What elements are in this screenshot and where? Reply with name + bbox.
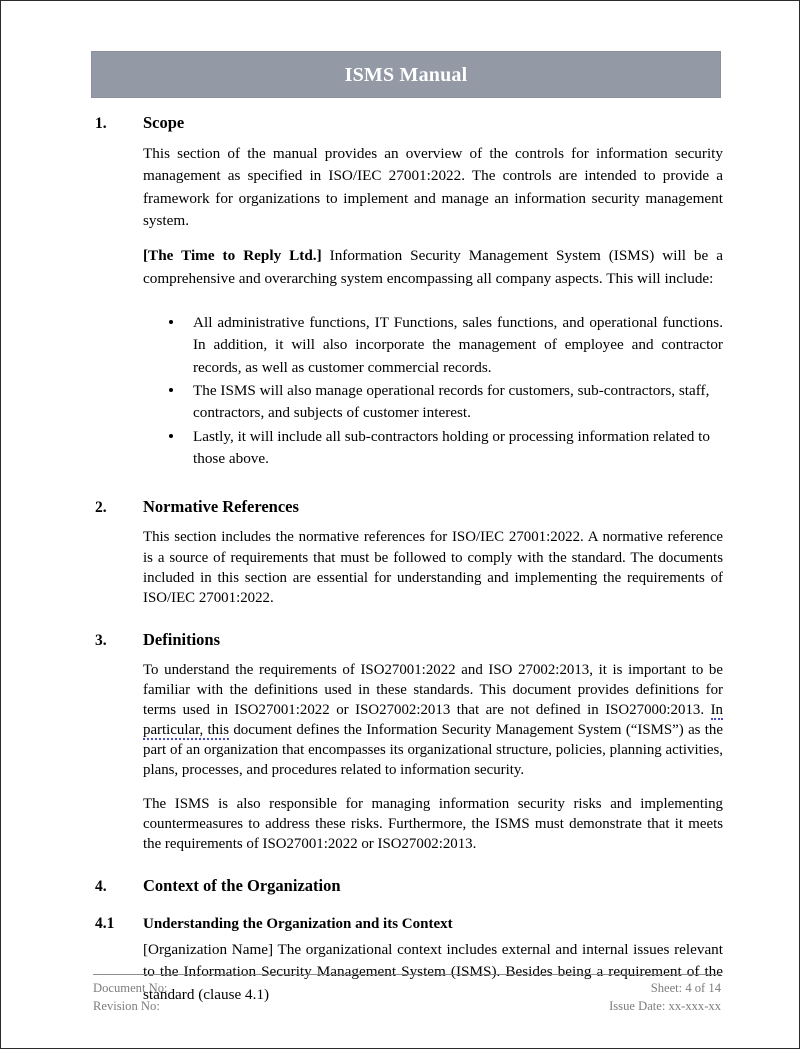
company-name-bold: [The Time to Reply Ltd.] <box>143 247 322 265</box>
bullet-dot-icon <box>169 388 173 392</box>
bullet-dot-icon <box>169 434 173 438</box>
footer-row-top <box>93 980 721 998</box>
list-item <box>169 380 723 425</box>
paragraph-definitions-1-before: To understand the requirements of ISO27001:2022 and ISO 27002:2013, it is important to be familiar with the definitions used in these standards. This document provides definitions for terms used in ISO27001:2022 or ISO27002:2013 that are not defined in ISO27000:2013. <box>143 661 723 719</box>
section-number: 4. <box>95 877 107 895</box>
paragraph-understanding-the-organization: [Organization Name] The organizational context includes external and internal issues relevant to the Information Security Management System (ISMS). Besides being a requirement of the standard (clause 4.1) <box>143 940 723 1003</box>
footer-row-bottom <box>93 998 721 1016</box>
footer-sheet-number: Sheet: 4 of 14 <box>650 981 721 996</box>
section-heading-scope <box>91 113 723 133</box>
section-title: Definitions <box>143 629 221 649</box>
list-item <box>169 426 723 471</box>
list-item <box>169 312 723 379</box>
paragraph-scope-intro: This section of the manual provides an overview of the controls for information security management as specified in ISO/IEC 27001:2022. The controls are intended to provide a framework for organizations to implement and manage an information security management system. <box>143 145 723 230</box>
section-number: 3. <box>95 631 107 649</box>
section-heading-context-of-the-organization <box>91 876 723 896</box>
paragraph-definitions-1-after: document defines the Information Security Management System (“ISMS”) as the part of an organization that encompasses its organizational structure, policies, planning activities, plans, processes, and procedures related to information security. <box>143 722 723 779</box>
paragraph-normative-references: This section includes the normative references for ISO/IEC 27001:2022. A normative reference is a source of requirements that must be followed to comply with the standard. The documents included in this section are essential for understanding and implementing the requirements of ISO/IEC 27001:2022. <box>143 529 723 606</box>
section-title: Normative References <box>143 497 299 517</box>
list-item-text: Lastly, it will include all sub-contractors holding or processing information related to those above. <box>193 427 710 468</box>
section-heading-normative-references <box>91 497 723 517</box>
paragraph-scope-company <box>91 245 723 290</box>
spacer <box>91 867 723 876</box>
footer-document-no: Document No: <box>93 981 168 996</box>
document-body <box>91 113 723 1006</box>
bullet-dot-icon <box>169 320 173 324</box>
section-heading-understanding-the-organization <box>91 915 723 933</box>
spacer <box>91 621 723 630</box>
section-number: 4.1 <box>95 914 115 932</box>
document-footer <box>93 974 721 1016</box>
spacer <box>91 303 723 312</box>
footer-divider <box>93 974 721 975</box>
paragraph-definitions-1 <box>91 660 723 781</box>
section-title: Understanding the Organization and its Context <box>143 915 453 932</box>
section-number: 1. <box>95 115 107 132</box>
section-number: 2. <box>95 499 107 517</box>
list-item-text: The ISMS will also manage operational records for customers, sub-contractors, staff, contractors, and subjects of customer interest. <box>193 382 710 422</box>
document-header-banner <box>91 51 721 98</box>
scope-bullet-list <box>91 312 723 470</box>
paragraph-definitions-2: The ISMS is also responsible for managing information security risks and implementing countermeasures to address these risks. Furthermore, the ISMS must demonstrate that it meets the requirements of ISO27001:2022 or ISO27002:2013. <box>143 795 723 852</box>
footer-issue-date: Issue Date: xx-xxx-xx <box>609 999 721 1014</box>
section-heading-definitions <box>91 630 723 650</box>
document-title: ISMS Manual <box>344 63 468 86</box>
spacer <box>91 906 723 915</box>
section-title: Context of the Organization <box>143 875 341 895</box>
footer-revision-no: Revision No: <box>93 999 160 1014</box>
spacer <box>91 482 723 497</box>
grammar-suggestion-text[interactable]: In particular, this <box>143 702 723 739</box>
section-title: Scope <box>143 113 185 132</box>
list-item-text: All administrative functions, IT Functions, sales functions, and operational functions. In addition, it will also incorporate the management of employee and contractor records, as well as customer commercial records. <box>193 314 723 376</box>
paragraph-scope-company-rest: Information Security Management System (ISMS) will be a comprehensive and overarching system encompassing all company aspects. This will include: <box>143 247 723 287</box>
